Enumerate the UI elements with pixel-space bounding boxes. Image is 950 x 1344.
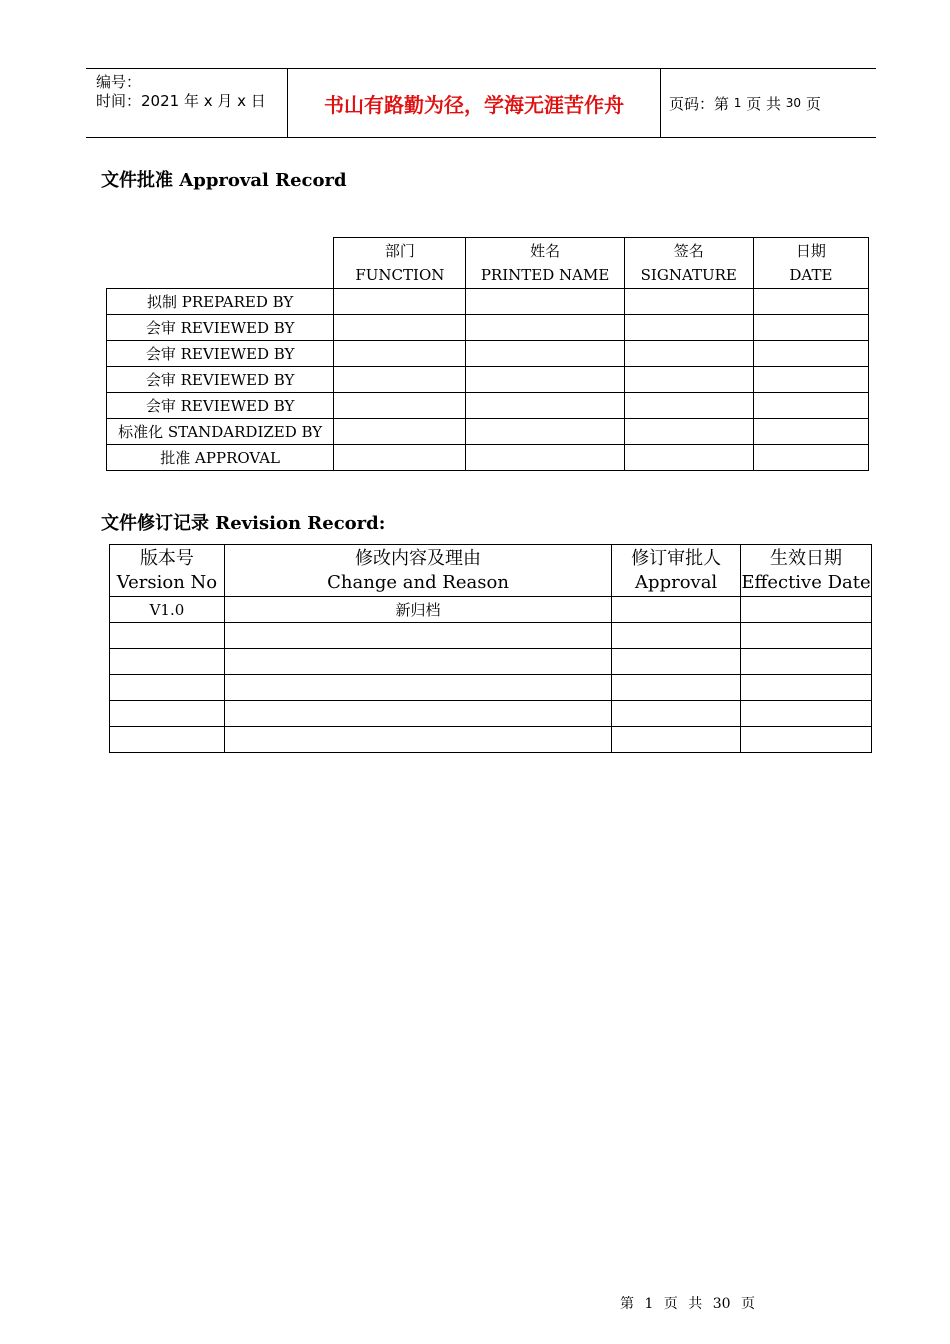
version-cell[interactable]	[110, 623, 225, 649]
date-cell[interactable]	[753, 393, 868, 419]
change-cell[interactable]	[224, 701, 611, 727]
date-cell[interactable]	[753, 419, 868, 445]
version-cell[interactable]: V1.0	[110, 597, 225, 623]
revision-col-effective-date: 生效日期 Effective Date	[741, 545, 872, 597]
change-cell[interactable]	[224, 623, 611, 649]
table-row	[107, 341, 869, 367]
date-cell[interactable]	[753, 367, 868, 393]
approval-header-blank	[107, 238, 334, 289]
date-cell[interactable]	[753, 289, 868, 315]
page-number: 1	[733, 96, 742, 110]
change-cell[interactable]	[224, 675, 611, 701]
name-cell[interactable]	[466, 419, 624, 445]
table-row	[107, 367, 869, 393]
signature-cell[interactable]	[624, 419, 753, 445]
table-row	[107, 315, 869, 341]
signature-cell[interactable]	[624, 315, 753, 341]
change-cell[interactable]	[224, 727, 611, 753]
effective-date-cell[interactable]	[741, 597, 872, 623]
revision-title: 文件修订记录 Revision Record:	[101, 513, 386, 534]
effective-date-cell[interactable]	[741, 649, 872, 675]
row-label: 会审 REVIEWED BY	[107, 315, 334, 341]
name-cell[interactable]	[466, 445, 624, 471]
approval-cell[interactable]	[612, 727, 741, 753]
revision-col-version: 版本号 Version No	[110, 545, 225, 597]
revision-col-approval: 修订审批人 Approval	[612, 545, 741, 597]
serial-label: 编号：	[96, 73, 142, 91]
row-label: 批准 APPROVAL	[107, 445, 334, 471]
signature-cell[interactable]	[624, 341, 753, 367]
name-cell[interactable]	[466, 341, 624, 367]
header-left-cell	[86, 69, 288, 137]
effective-date-cell[interactable]	[741, 701, 872, 727]
function-cell[interactable]	[334, 315, 466, 341]
page-header	[86, 68, 876, 138]
table-row	[110, 649, 872, 675]
function-cell[interactable]	[334, 445, 466, 471]
effective-date-cell[interactable]	[741, 675, 872, 701]
time-label: 时间：2021 年 x 月 x 日	[96, 92, 266, 110]
signature-cell[interactable]	[624, 367, 753, 393]
row-label: 会审 REVIEWED BY	[107, 341, 334, 367]
signature-cell[interactable]	[624, 289, 753, 315]
version-cell[interactable]	[110, 727, 225, 753]
name-cell[interactable]	[466, 289, 624, 315]
signature-cell[interactable]	[624, 393, 753, 419]
version-cell[interactable]	[110, 701, 225, 727]
table-row	[110, 623, 872, 649]
date-cell[interactable]	[753, 315, 868, 341]
name-cell[interactable]	[466, 393, 624, 419]
function-cell[interactable]	[334, 419, 466, 445]
approval-cell[interactable]	[612, 597, 741, 623]
effective-date-cell[interactable]	[741, 623, 872, 649]
version-cell[interactable]	[110, 675, 225, 701]
function-cell[interactable]	[334, 393, 466, 419]
row-label: 标准化 STANDARDIZED BY	[107, 419, 334, 445]
table-row	[110, 727, 872, 753]
page-mid: 页 共	[746, 94, 781, 113]
table-row	[107, 445, 869, 471]
approval-header-row	[107, 238, 869, 289]
approval-cell[interactable]	[612, 649, 741, 675]
approval-title: 文件批准 Approval Record	[101, 170, 347, 191]
revision-table	[109, 544, 872, 753]
approval-cell[interactable]	[612, 623, 741, 649]
approval-cell[interactable]	[612, 701, 741, 727]
row-label: 会审 REVIEWED BY	[107, 393, 334, 419]
date-cell[interactable]	[753, 445, 868, 471]
approval-cell[interactable]	[612, 675, 741, 701]
table-row	[110, 701, 872, 727]
approval-col-function: 部门 FUNCTION	[334, 238, 466, 289]
table-row	[107, 393, 869, 419]
function-cell[interactable]	[334, 367, 466, 393]
approval-col-signature: 签名 SIGNATURE	[624, 238, 753, 289]
version-cell[interactable]	[110, 649, 225, 675]
header-page-info	[669, 69, 869, 137]
table-row	[110, 675, 872, 701]
change-cell[interactable]	[224, 649, 611, 675]
page-total: 30	[785, 96, 802, 110]
revision-col-change: 修改内容及理由 Change and Reason	[224, 545, 611, 597]
table-row	[110, 597, 872, 623]
name-cell[interactable]	[466, 315, 624, 341]
name-cell[interactable]	[466, 367, 624, 393]
approval-col-date: 日期 DATE	[753, 238, 868, 289]
effective-date-cell[interactable]	[741, 727, 872, 753]
header-motto: 书山有路勤为径，学海无涯苦作舟	[288, 69, 661, 137]
approval-col-printed-name: 姓名 PRINTED NAME	[466, 238, 624, 289]
page-footer: 第 1 页 共 30 页	[620, 1296, 755, 1312]
revision-header-row	[110, 545, 872, 597]
signature-cell[interactable]	[624, 445, 753, 471]
function-cell[interactable]	[334, 341, 466, 367]
row-label: 拟制 PREPARED BY	[107, 289, 334, 315]
page-suffix: 页	[805, 94, 821, 113]
date-cell[interactable]	[753, 341, 868, 367]
change-cell[interactable]: 新归档	[224, 597, 611, 623]
approval-table	[106, 237, 869, 471]
page-prefix: 页码：第	[669, 94, 730, 113]
row-label: 会审 REVIEWED BY	[107, 367, 334, 393]
function-cell[interactable]	[334, 289, 466, 315]
table-row	[107, 419, 869, 445]
table-row	[107, 289, 869, 315]
